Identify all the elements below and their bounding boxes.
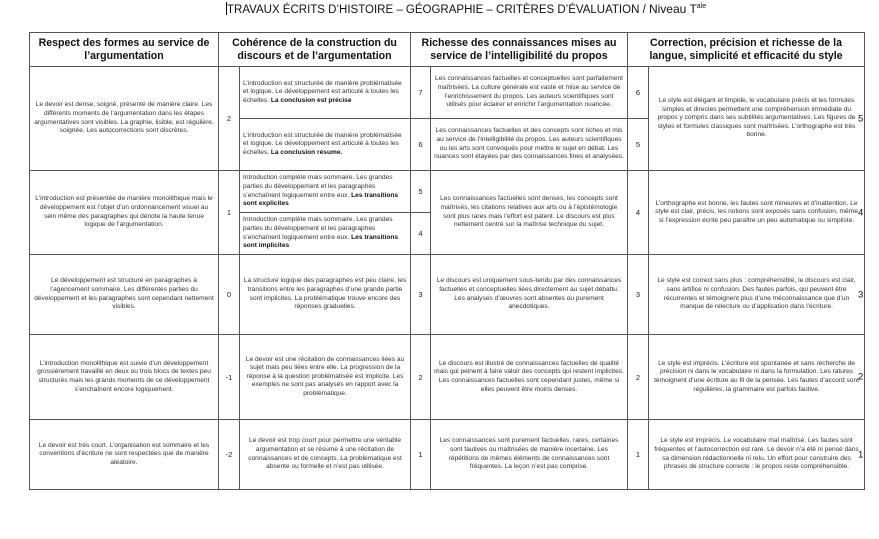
language-criterion: Le style est correct sans plus : compréhensible, le discours est clair, sans artifice ni confusion. Des fautes parfois, qui peuvent être récurrentes et témoignent plus d’une méconnaissance que d’un manque de relecture ou d’application dans l’écriture. bbox=[649, 255, 865, 335]
coherence-criterion bbox=[240, 255, 411, 335]
richness-criterion: Les connaissances factuelles sont denses, les concepts sont maîtrisés, les citations relatives aux arts ou à l’épistémologie sont plus rares mais l’effort est patent. Le discours est plus nettement centré sur la maîtrise technique du sujet. bbox=[431, 171, 628, 255]
language-criterion: L’orthographe est bonne, les fautes sont mineures et d’inattention. Le style est clair, précis, les notions sont exposés sans confusion, même si l’expression écrite peu paraître un peu automatique ou simpliste. bbox=[649, 171, 865, 255]
language-score-value: 3 bbox=[858, 289, 864, 300]
coherence-text: Introduction complète mais sommaire. Les grandes parties du développement et les paragraphes s’enchaînent logiquement entre eux. bbox=[243, 174, 393, 199]
coherence-text: L’introduction est structurée de manière problématisée et logique. Le développement est articulé à toutes les échelles. bbox=[243, 131, 402, 156]
form-score: -2 bbox=[219, 420, 240, 490]
evaluation-table bbox=[29, 32, 865, 490]
coherence-criterion bbox=[240, 171, 411, 213]
coherence-text: Le devoir est une récitation de connaissances liées au sujet mais peu liées entre elle. La progression de la réponse à la question problématisée est implicite. Les exemples ne sont pas analysés en rapport avec la problématique. bbox=[245, 355, 405, 397]
richness-score: 5 bbox=[628, 119, 649, 171]
header-language: Correction, précision et richesse de la langue, simplicité et efficacité du style bbox=[628, 33, 865, 67]
title-main: TRAVAUX ÉCRITS D’HISTOIRE – GÉOGRAPHIE – CRITÈRES D’ÉVALUATION / bbox=[227, 4, 646, 16]
coherence-score: 6 bbox=[411, 119, 431, 171]
richness-score: 2 bbox=[628, 335, 649, 420]
header-coherence: Cohérence de la construction du discours et de l’argumentation bbox=[219, 33, 411, 67]
coherence-bold: Les transitions sont explicites bbox=[243, 191, 399, 208]
form-criterion: L’introduction monolithique est suivie d’un développement grossièrement travaillé en deux ou trois blocs de textes peu structurés mais les grands moments de ce développement s’enchaînent encore logiquement. bbox=[30, 335, 219, 420]
coherence-criterion bbox=[240, 335, 411, 420]
language-criterion: Le style est élégant et limpide, le vocabulaire précis et les formules simples et directes permettent une compréhension immédiate du propos y compris dans ses subtilités argumentatives. Les figures de styles et formules classiques sont maîtrisées. L’orthographe est très bonne. bbox=[649, 67, 865, 171]
coherence-criterion bbox=[240, 67, 411, 119]
language-criterion: Le style est imprécis. Le vocabulaire mal maîtrisé. Les fautes sont fréquentes et l’autocorrection est rare. Le devoir n’a été ni pensé dans sa dimension rédactionnelle ni relu. Un effort pour construire des phrases de structure correcte : le propos reste compréhensible. bbox=[649, 420, 865, 490]
language-criterion: Le style est imprécis. L’écriture est spontanée et sans recherche de précision ni dans le vocabulaire ni dans la formulation. Les ratures témoignent d’une écriture au fil de la pensée. Les fautes d’accord sont régulières, la grammaire est parfois fautive. bbox=[649, 335, 865, 420]
header-richness: Richesse des connaissances mises au service de l’intelligibilité du propos bbox=[411, 33, 628, 67]
criteria-row bbox=[30, 420, 865, 490]
form-criterion: L’introduction est présentée de manière monolithique mais le développement est l’objet d’un ordonnancement visuel au sein même des paragraphes qui dénote la haute tenue logique de l’argumentation. bbox=[30, 171, 219, 255]
form-score: 0 bbox=[219, 255, 240, 335]
coherence-bold: La conclusion résume. bbox=[270, 148, 343, 156]
criteria-row bbox=[30, 255, 865, 335]
richness-criterion: Les connaissances factuelles et des concepts sont riches et mis au service de l’intelligibilité du propos. Les auteurs scientifiques ou les arts sont convoqués pour mettre le sujet en débat. Les nuances sont étayées par des connaissances fines et analysées. bbox=[431, 119, 628, 171]
criteria-body bbox=[30, 67, 865, 490]
coherence-score: 1 bbox=[411, 420, 431, 490]
language-score-value: 5 bbox=[858, 113, 864, 124]
form-score: -1 bbox=[219, 335, 240, 420]
header-row bbox=[30, 33, 865, 67]
richness-criterion: Les connaissances factuelles et conceptuelles sont parfaitement maîtrisées. La culture générale est vaste et mise au service de l’enrichissement du propos. Les auteurs scientifiques sont utilisés pour éclairer et enrichir l’argumentation nuancée. bbox=[431, 67, 628, 119]
richness-criterion: Le discours est illustré de connaissances factuelles de qualité mais qui peinent à faire valoir des concepts qui restent implicites. Les connaissances factuelles sont cependant justes, même si elles peuvent être moins denses. bbox=[431, 335, 628, 420]
language-score-value: 1 bbox=[858, 449, 864, 460]
richness-score: 3 bbox=[628, 255, 649, 335]
criteria-row bbox=[30, 171, 865, 213]
language-score-value: 4 bbox=[858, 207, 864, 218]
coherence-bold: Les transitions sont implicites bbox=[243, 233, 399, 250]
coherence-criterion bbox=[240, 119, 411, 171]
coherence-criterion bbox=[240, 420, 411, 490]
coherence-criterion bbox=[240, 213, 411, 255]
coherence-text: L’introduction est structurée de manière problématisée et logique. Le développement est articulé à toutes les échelles. bbox=[243, 79, 402, 104]
coherence-score: 7 bbox=[411, 67, 431, 119]
richness-score: 1 bbox=[628, 420, 649, 490]
title-level bbox=[649, 2, 706, 16]
title-level-text: Niveau T bbox=[648, 2, 697, 16]
criteria-row bbox=[30, 335, 865, 420]
form-score: 1 bbox=[219, 171, 240, 255]
document-title bbox=[226, 2, 706, 16]
language-score-value: 2 bbox=[858, 371, 864, 383]
coherence-score: 5 bbox=[411, 171, 431, 213]
richness-criterion: Le discours est uniquement sous-tendu par des connaissances factuelles et conceptuelles liées directement au sujet débattu. Les analyses d’œuvres sont absentes ou purement anecdotiques. bbox=[431, 255, 628, 335]
header-form: Respect des formes au service de l’argumentation bbox=[30, 33, 219, 67]
form-criterion: Le devoir est dense, soigné, présenté de manière claire. Les différents moments de l’argumentation dans les étapes argumentatives sont visibles. La graphie, lisible, est régulière, soignée. Les autocorrections sont discrètes. bbox=[30, 67, 219, 171]
coherence-score: 2 bbox=[411, 335, 431, 420]
title-level-sup: ale bbox=[696, 3, 707, 10]
richness-criterion: Les connaissances sont purement factuelles, rares, certaines sont fautives ou maîtrisées de manière incertaine. Les répétitions de mêmes éléments de connaissances sont fréquentes. La leçon n’est pas comprise. bbox=[431, 420, 628, 490]
richness-score: 4 bbox=[628, 171, 649, 255]
criteria-row bbox=[30, 67, 865, 119]
coherence-score: 3 bbox=[411, 255, 431, 335]
coherence-text: Introduction complète mais sommaire. Les grandes parties du développement et les paragraphes s’enchaînent logiquement entre eux. bbox=[243, 216, 393, 241]
coherence-bold: La conclusion est précise bbox=[270, 96, 352, 104]
form-score: 2 bbox=[219, 67, 240, 171]
richness-score: 6 bbox=[628, 67, 649, 119]
coherence-score: 4 bbox=[411, 213, 431, 255]
form-criterion: Le devoir est très court. L’organisation est sommaire et les conventions d’écriture ne sont respectées que de manière aléatoire. bbox=[30, 420, 219, 490]
coherence-text: Le devoir est trop court pour permettre une véritable argumentation et se résume à une récitation de connaissances et de concepts. La problématique est absente ou formelle et n’est pas utilisée. bbox=[248, 437, 402, 471]
coherence-text: La structure logique des paragraphes est peu claire, les transitions entre les paragraphes d’une grande partie sont implicites. La problématique trouve encore des réponses graduelles. bbox=[243, 277, 407, 311]
form-criterion: Le développement est structuré en paragraphes à l’agencement sommaire. Les différentes parties du développement et les paragraphes sont cependant nettement visibles. bbox=[30, 255, 219, 335]
